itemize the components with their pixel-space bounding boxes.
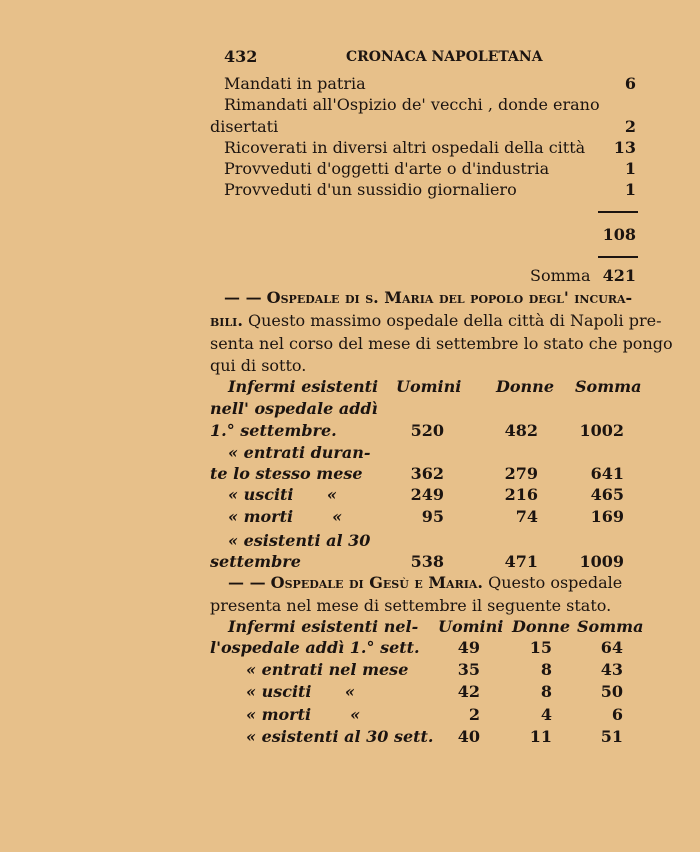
cell: 279 [504, 464, 538, 483]
cell: 520 [410, 421, 444, 440]
list-value: 6 [624, 74, 636, 93]
paragraph-line [210, 310, 661, 332]
list-item: Mandati in patria [224, 74, 366, 93]
paragraph-line: qui di sotto. [210, 356, 307, 375]
column-header: Somma [575, 377, 642, 396]
row-label: « entrati nel mese [246, 660, 409, 679]
cell: 4 [540, 705, 552, 724]
cell: 362 [410, 464, 444, 483]
row-label: Infermi esistenti nel- [228, 617, 419, 636]
text: Questo ospedale [488, 573, 623, 592]
cell: 465 [590, 485, 624, 504]
row-label: Infermi esistenti [228, 377, 379, 396]
rule [598, 256, 638, 258]
column-header: Uomini [396, 377, 462, 396]
cell: 43 [600, 660, 623, 679]
cell: 1009 [579, 552, 624, 571]
row-label: « morti « [246, 705, 361, 724]
cell: 2 [468, 705, 480, 724]
list-item: Ricoverati in diversi altri ospedali della città [224, 138, 586, 157]
row-label: « esistenti al 30 [228, 531, 371, 550]
cell: 471 [504, 552, 538, 571]
cell: 49 [457, 638, 480, 657]
cell: 64 [600, 638, 623, 657]
cell: 74 [515, 507, 538, 526]
column-header: Uomini [438, 617, 504, 636]
cell: 641 [590, 464, 624, 483]
row-label: l'ospedale addì 1.° sett. [210, 638, 420, 657]
list-item: Provveduti d'un sussidio giornaliero [224, 180, 517, 199]
section1-title: Ospedale di s. Maria del popolo degl' incura- [266, 288, 633, 307]
column-header: Somma [577, 617, 644, 636]
row-label: nell' ospedale addì [210, 399, 378, 418]
row-label: « morti « [228, 507, 343, 526]
list-value: 2 [624, 117, 636, 136]
cell: 40 [457, 727, 480, 746]
list-value: 1 [624, 180, 636, 199]
column-header: Donne [512, 617, 570, 636]
cell: 482 [504, 421, 538, 440]
row-label: « entrati duran- [228, 443, 371, 462]
cell: 1002 [579, 421, 624, 440]
cell: 95 [421, 507, 444, 526]
cell: 249 [410, 485, 444, 504]
paragraph-line: presenta nel mese di settembre il seguente stato. [210, 596, 612, 615]
list-item: Rimandati all'Ospizio de' vecchi , donde erano [224, 95, 600, 114]
cell: 216 [504, 485, 538, 504]
section1-heading [224, 287, 638, 309]
cell: 11 [529, 727, 552, 746]
cell: 169 [590, 507, 624, 526]
cell: 15 [529, 638, 552, 657]
total-value: 421 [602, 266, 636, 285]
rule [598, 211, 638, 213]
section2-heading [228, 572, 622, 594]
column-header: Donne [496, 377, 554, 396]
list-value: 1 [624, 159, 636, 178]
row-label: « esistenti al 30 sett. [246, 727, 434, 746]
cell: 50 [600, 682, 623, 701]
cell: 8 [540, 682, 552, 701]
list-item: Provveduti d'oggetti d'arte o d'industria [224, 159, 550, 178]
cell: 6 [611, 705, 623, 724]
cell: 51 [600, 727, 623, 746]
paragraph-line: senta nel corso del mese di settembre lo stato che pongo [210, 334, 673, 353]
section2-title: Ospedale di Gesù e Maria. [270, 573, 483, 592]
row-label: 1.° settembre. [210, 421, 337, 440]
total-label: Somma [530, 266, 591, 285]
row-label: settembre [210, 552, 301, 571]
page-number: 432 [224, 47, 258, 66]
cell: 8 [540, 660, 552, 679]
cell: 538 [410, 552, 444, 571]
row-label: « usciti « [228, 485, 337, 504]
cell: 42 [457, 682, 480, 701]
text: Questo massimo ospedale della città di Napoli pre- [248, 311, 662, 330]
list-item: disertati [210, 117, 279, 136]
cell: 35 [457, 660, 480, 679]
running-title: CRONACA NAPOLETANA [346, 49, 543, 65]
dash: — — [224, 288, 262, 307]
dash: — — [228, 573, 266, 592]
subtotal: 108 [602, 225, 636, 244]
row-label: « usciti « [246, 682, 355, 701]
row-label: te lo stesso mese [210, 464, 363, 483]
list-value: 13 [613, 138, 636, 157]
section1-title-cont: bili. [210, 311, 243, 330]
